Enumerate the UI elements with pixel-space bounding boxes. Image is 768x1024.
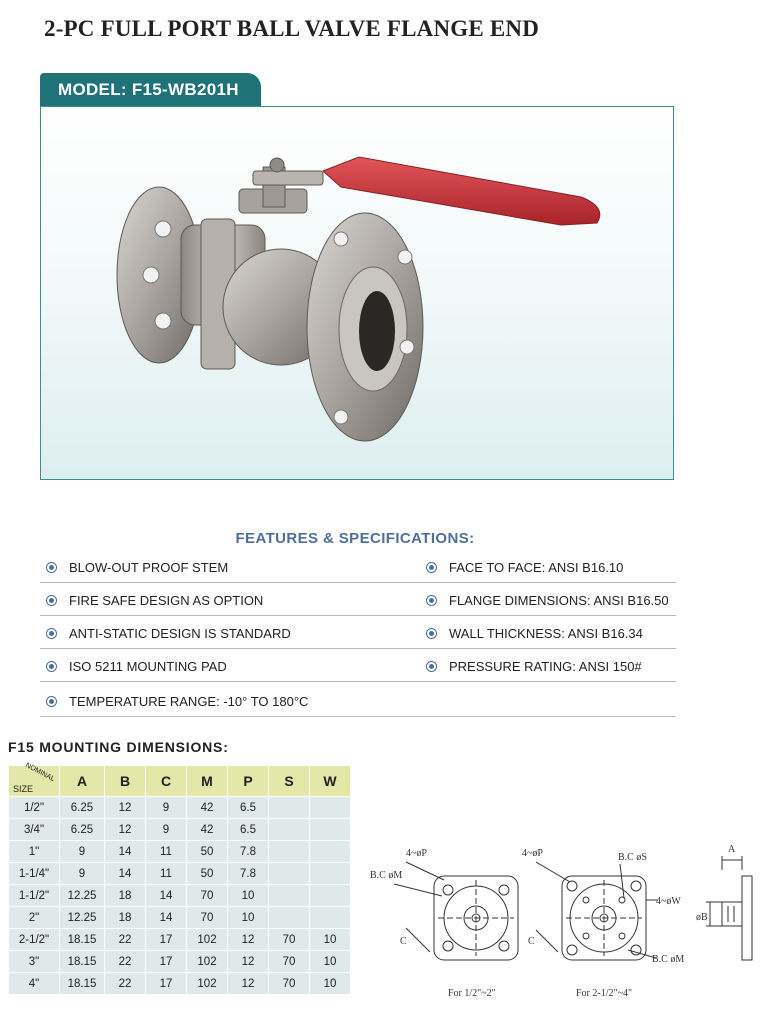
table-header-row: [9, 766, 351, 797]
column-header: C: [146, 766, 187, 797]
drawing-large-sizes: [536, 862, 658, 960]
bullet-icon: [426, 595, 437, 606]
dimension-cell: 6.5: [228, 819, 269, 841]
drawing-label: øB: [696, 912, 708, 923]
dimension-cell: [310, 841, 351, 863]
size-cell: 4": [9, 973, 60, 995]
dimension-cell: 17: [146, 951, 187, 973]
dimension-cell: [310, 907, 351, 929]
dimension-cell: 7.8: [228, 863, 269, 885]
dimension-cell: [269, 819, 310, 841]
dimension-cell: 14: [105, 841, 146, 863]
dimension-cell: 70: [187, 907, 228, 929]
dimension-cell: 12.25: [60, 907, 105, 929]
table-row: [9, 797, 351, 819]
drawing-caption: For 2-1/2"~4": [576, 988, 633, 999]
bullet-icon: [46, 628, 57, 639]
size-cell: 3": [9, 951, 60, 973]
dimension-cell: 11: [146, 841, 187, 863]
feature-item: ISO 5211 MOUNTING PAD: [40, 652, 428, 682]
dimension-cell: 18: [105, 885, 146, 907]
dimension-cell: 12: [105, 797, 146, 819]
drawing-label: 4~øW: [656, 896, 681, 907]
model-label: MODEL: F15-WB201H: [40, 73, 261, 107]
feature-item: ANTI-STATIC DESIGN IS STANDARD: [40, 619, 428, 649]
feature-item: WALL THICKNESS: ANSI B16.34: [420, 619, 676, 649]
dimension-cell: [310, 797, 351, 819]
dimension-cell: 12: [228, 929, 269, 951]
dimension-cell: [310, 885, 351, 907]
feature-item: FLANGE DIMENSIONS: ANSI B16.50: [420, 586, 676, 616]
table-row: [9, 951, 351, 973]
table-row: [9, 929, 351, 951]
drawing-side-view: [706, 856, 752, 960]
size-cell: 2": [9, 907, 60, 929]
size-cell: 3/4": [9, 819, 60, 841]
dimension-cell: 6.5: [228, 797, 269, 819]
dimension-cell: [269, 885, 310, 907]
drawing-label: B.C øM: [370, 870, 403, 881]
column-header: W: [310, 766, 351, 797]
dimension-cell: 22: [105, 929, 146, 951]
dimension-cell: 10: [310, 951, 351, 973]
dimension-cell: 70: [269, 929, 310, 951]
dimension-cell: 17: [146, 973, 187, 995]
drawing-label: A: [728, 844, 736, 855]
column-header: B: [105, 766, 146, 797]
dimension-cell: 9: [146, 819, 187, 841]
bullet-icon: [426, 628, 437, 639]
bullet-icon: [46, 696, 57, 707]
dimension-cell: 70: [187, 885, 228, 907]
size-cell: 2-1/2": [9, 929, 60, 951]
dimension-cell: [310, 863, 351, 885]
dimension-cell: 6.25: [60, 819, 105, 841]
dimension-cell: 50: [187, 841, 228, 863]
dimension-cell: 18.15: [60, 973, 105, 995]
drawing-label: 4~øP: [406, 848, 427, 859]
product-photo: [40, 106, 674, 480]
dimension-cell: 18: [105, 907, 146, 929]
dimension-cell: 12.25: [60, 885, 105, 907]
drawing-label: B.C øS: [618, 852, 647, 863]
feature-item: FIRE SAFE DESIGN AS OPTION: [40, 586, 428, 616]
dimension-cell: [269, 907, 310, 929]
size-cell: 1-1/4": [9, 863, 60, 885]
drawing-label: B.C øM: [652, 954, 685, 965]
table-row: [9, 863, 351, 885]
dimension-cell: 14: [146, 885, 187, 907]
dimension-cell: 10: [228, 885, 269, 907]
column-header: A: [60, 766, 105, 797]
dimension-cell: 9: [60, 863, 105, 885]
feature-item: FACE TO FACE: ANSI B16.10: [420, 553, 676, 583]
dimension-cell: 12: [105, 819, 146, 841]
drawing-label: C: [400, 936, 407, 947]
dimension-cell: [269, 863, 310, 885]
mounting-dimensions-table: [8, 761, 351, 995]
dimension-cell: 18.15: [60, 929, 105, 951]
size-header: NOMINAL SIZE: [9, 766, 60, 797]
dimension-cell: 102: [187, 951, 228, 973]
bullet-icon: [426, 661, 437, 672]
dimension-cell: 42: [187, 819, 228, 841]
table-row: [9, 819, 351, 841]
mounting-drawings: [366, 840, 766, 1010]
dimension-cell: 9: [60, 841, 105, 863]
table-row: [9, 973, 351, 995]
dimension-cell: 10: [310, 929, 351, 951]
feature-item-temperature: TEMPERATURE RANGE: -10° TO 180°C: [40, 687, 676, 717]
dimension-cell: 50: [187, 863, 228, 885]
dimension-cell: 11: [146, 863, 187, 885]
ball-valve-illustration: [41, 107, 674, 480]
table-row: [9, 841, 351, 863]
dimension-cell: 14: [146, 907, 187, 929]
size-cell: 1-1/2": [9, 885, 60, 907]
dimension-cell: 12: [228, 951, 269, 973]
dimension-cell: 6.25: [60, 797, 105, 819]
dimension-cell: 9: [146, 797, 187, 819]
table-row: [9, 907, 351, 929]
column-header: M: [187, 766, 228, 797]
drawing-label: C: [528, 936, 535, 947]
dimension-cell: 18.15: [60, 951, 105, 973]
table-row: [9, 885, 351, 907]
dimension-cell: 102: [187, 929, 228, 951]
dimension-cell: 14: [105, 863, 146, 885]
dimension-cell: 102: [187, 973, 228, 995]
feature-item: PRESSURE RATING: ANSI 150#: [420, 652, 676, 682]
dimension-cell: 10: [310, 973, 351, 995]
mounting-dimensions-heading: F15 MOUNTING DIMENSIONS:: [8, 739, 229, 755]
dimension-cell: 17: [146, 929, 187, 951]
size-cell: 1/2": [9, 797, 60, 819]
drawing-label: 4~øP: [522, 848, 543, 859]
feature-item: BLOW-OUT PROOF STEM: [40, 553, 428, 583]
size-cell: 1": [9, 841, 60, 863]
dimension-cell: 22: [105, 951, 146, 973]
dimension-cell: 7.8: [228, 841, 269, 863]
bullet-icon: [46, 562, 57, 573]
dimension-cell: [269, 841, 310, 863]
bullet-icon: [46, 661, 57, 672]
features-heading: FEATURES & SPECIFICATIONS:: [235, 530, 475, 547]
dimension-cell: 12: [228, 973, 269, 995]
bullet-icon: [46, 595, 57, 606]
dimension-cell: 70: [269, 973, 310, 995]
dimension-cell: 10: [228, 907, 269, 929]
column-header: P: [228, 766, 269, 797]
column-header: S: [269, 766, 310, 797]
dimension-cell: [310, 819, 351, 841]
drawing-caption: For 1/2"~2": [448, 988, 496, 999]
dimension-cell: 70: [269, 951, 310, 973]
dimension-cell: [269, 797, 310, 819]
page-title: 2-PC FULL PORT BALL VALVE FLANGE END: [44, 16, 540, 41]
drawing-small-sizes: [394, 862, 518, 960]
dimension-cell: 42: [187, 797, 228, 819]
bullet-icon: [426, 562, 437, 573]
dimension-cell: 22: [105, 973, 146, 995]
